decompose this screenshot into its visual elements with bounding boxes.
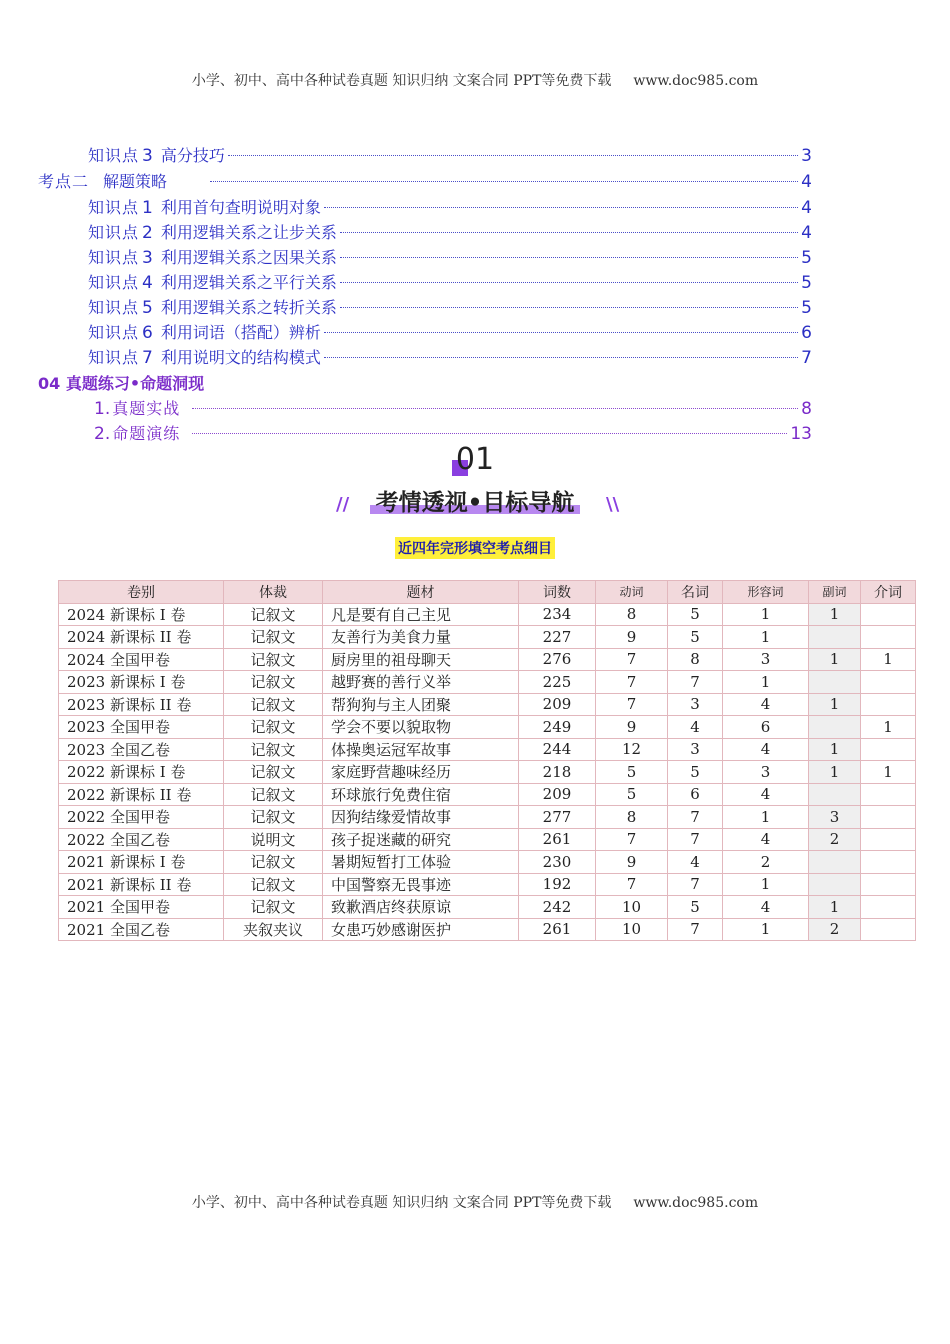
hero-number: 01 xyxy=(455,442,495,477)
table-cell: 2 xyxy=(723,851,809,874)
table-cell: 7 xyxy=(596,873,668,896)
toc-leader xyxy=(340,282,798,283)
column-header: 卷别 xyxy=(59,581,224,604)
table-row xyxy=(59,716,916,739)
toc-page: 4 xyxy=(801,223,812,243)
table-cell xyxy=(861,738,916,761)
toc-entry[interactable] xyxy=(88,220,812,244)
table-cell: 209 xyxy=(519,783,596,806)
table-cell: 249 xyxy=(519,716,596,739)
column-header: 动词 xyxy=(596,581,668,604)
toc-leader xyxy=(228,155,798,156)
table-cell xyxy=(861,693,916,716)
table-cell: 2023 新课标 II 卷 xyxy=(59,693,224,716)
practice-title: 真题实战 xyxy=(112,399,181,418)
table-cell: 7 xyxy=(668,873,723,896)
toc-number: 2 xyxy=(142,223,153,243)
table-cell: 7 xyxy=(668,918,723,941)
hero-title: 考情透视•目标导航 xyxy=(370,484,581,517)
table-cell: 记叙文 xyxy=(224,671,323,694)
toc-number: 7 xyxy=(142,348,153,368)
table-cell: 225 xyxy=(519,671,596,694)
table-cell: 记叙文 xyxy=(224,851,323,874)
toc-number: 3 xyxy=(142,146,153,166)
table-cell: 10 xyxy=(596,896,668,919)
table-cell: 记叙文 xyxy=(224,603,323,626)
table-cell: 2021 新课标 I 卷 xyxy=(59,851,224,874)
table-cell: 致歉酒店终获原谅 xyxy=(323,896,519,919)
column-header: 体裁 xyxy=(224,581,323,604)
header-banner xyxy=(0,70,950,90)
table-cell: 1 xyxy=(809,648,861,671)
table-cell xyxy=(809,671,861,694)
table-row xyxy=(59,806,916,829)
toc-entry[interactable] xyxy=(88,245,812,269)
table-cell: 1 xyxy=(861,761,916,784)
table-cell: 5 xyxy=(596,783,668,806)
toc-number: 4 xyxy=(142,273,153,293)
table-row xyxy=(59,873,916,896)
table-cell xyxy=(861,626,916,649)
table-cell: 234 xyxy=(519,603,596,626)
toc-title: 解题策略 xyxy=(103,172,168,191)
toc-entry[interactable] xyxy=(88,143,812,167)
toc-page: 5 xyxy=(801,273,812,293)
column-header: 题材 xyxy=(323,581,519,604)
table-cell: 9 xyxy=(596,851,668,874)
table-cell: 4 xyxy=(723,896,809,919)
practice-page: 13 xyxy=(790,424,812,444)
toc-page: 5 xyxy=(801,248,812,268)
table-cell: 3 xyxy=(668,738,723,761)
table-cell: 3 xyxy=(723,648,809,671)
table-cell: 1 xyxy=(809,603,861,626)
table-cell: 1 xyxy=(861,648,916,671)
banner-text: 小学、初中、高中各种试卷真题 知识归纳 文案合同 PPT等免费下载 xyxy=(191,1195,612,1211)
table-cell: 5 xyxy=(668,761,723,784)
table-cell: 记叙文 xyxy=(224,806,323,829)
table-cell: 3 xyxy=(668,693,723,716)
toc-leader xyxy=(324,207,798,208)
column-header: 介词 xyxy=(861,581,916,604)
toc-title: 利用词语（搭配）辨析 xyxy=(160,323,321,342)
table-cell: 2023 全国甲卷 xyxy=(59,716,224,739)
table-cell: 8 xyxy=(668,648,723,671)
table-row xyxy=(59,783,916,806)
toc-entry[interactable] xyxy=(88,320,812,344)
table-cell: 277 xyxy=(519,806,596,829)
toc-label: 知识点 xyxy=(88,348,140,367)
table-cell: 2024 全国甲卷 xyxy=(59,648,224,671)
table-cell: 2 xyxy=(809,828,861,851)
table-cell xyxy=(809,873,861,896)
table-cell: 209 xyxy=(519,693,596,716)
column-header: 副词 xyxy=(809,581,861,604)
table-cell: 1 xyxy=(723,671,809,694)
footer-banner xyxy=(0,1192,950,1212)
table-cell: 2 xyxy=(809,918,861,941)
table-cell: 说明文 xyxy=(224,828,323,851)
toc-entry[interactable] xyxy=(88,195,812,219)
toc-label: 考点二 xyxy=(38,172,90,191)
table-cell: 5 xyxy=(596,761,668,784)
table-cell xyxy=(861,783,916,806)
practice-leader xyxy=(192,408,798,409)
toc-number: 6 xyxy=(142,323,153,343)
toc-entry[interactable] xyxy=(38,169,812,193)
table-cell: 1 xyxy=(723,626,809,649)
table-cell: 1 xyxy=(723,603,809,626)
toc-page: 5 xyxy=(801,298,812,318)
toc-title: 利用首句查明说明对象 xyxy=(160,198,321,217)
column-header: 形容词 xyxy=(723,581,809,604)
table-cell: 2024 新课标 I 卷 xyxy=(59,603,224,626)
table-cell: 244 xyxy=(519,738,596,761)
table-cell: 环球旅行免费住宿 xyxy=(323,783,519,806)
column-header: 词数 xyxy=(519,581,596,604)
banner-site[interactable]: www.doc985.com xyxy=(633,1195,759,1211)
table-cell: 5 xyxy=(668,896,723,919)
table-cell: 7 xyxy=(668,828,723,851)
table-cell xyxy=(861,671,916,694)
table-cell: 4 xyxy=(668,851,723,874)
table-cell: 261 xyxy=(519,828,596,851)
toc-leader xyxy=(324,332,798,333)
table-cell: 记叙文 xyxy=(224,738,323,761)
table-cell: 记叙文 xyxy=(224,896,323,919)
toc-page: 6 xyxy=(801,323,812,343)
toc-label: 知识点 xyxy=(88,248,140,267)
table-cell: 1 xyxy=(809,896,861,919)
table-cell: 2021 全国甲卷 xyxy=(59,896,224,919)
table-cell: 记叙文 xyxy=(224,783,323,806)
table-row xyxy=(59,626,916,649)
table-cell: 4 xyxy=(723,783,809,806)
hero-slash-right: \\ xyxy=(606,494,620,515)
toc-entry[interactable] xyxy=(88,345,812,369)
table-cell: 友善行为美食力量 xyxy=(323,626,519,649)
table-cell: 记叙文 xyxy=(224,693,323,716)
table-cell: 记叙文 xyxy=(224,761,323,784)
toc-page: 7 xyxy=(801,348,812,368)
table-cell: 2022 新课标 I 卷 xyxy=(59,761,224,784)
table-cell: 暑期短暂打工体验 xyxy=(323,851,519,874)
table-cell: 4 xyxy=(668,716,723,739)
table-cell: 1 xyxy=(809,693,861,716)
table-cell: 10 xyxy=(596,918,668,941)
column-header: 名词 xyxy=(668,581,723,604)
table-cell: 7 xyxy=(596,648,668,671)
table-cell: 5 xyxy=(668,626,723,649)
table-cell: 学会不要以貌取物 xyxy=(323,716,519,739)
toc-leader xyxy=(340,257,798,258)
table-cell: 记叙文 xyxy=(224,626,323,649)
table-row xyxy=(59,851,916,874)
toc-title: 高分技巧 xyxy=(160,146,225,165)
table-cell: 9 xyxy=(596,626,668,649)
section-4-heading: 04 真题练习•命题洞现 xyxy=(38,374,205,393)
exam-points-table xyxy=(58,580,916,941)
table-cell xyxy=(861,851,916,874)
toc-label: 知识点 xyxy=(88,273,140,292)
table-cell: 1 xyxy=(809,761,861,784)
toc-leader xyxy=(340,307,798,308)
table-cell: 8 xyxy=(596,603,668,626)
table-cell: 261 xyxy=(519,918,596,941)
table-cell: 越野赛的善行义举 xyxy=(323,671,519,694)
table-row xyxy=(59,738,916,761)
toc-number: 3 xyxy=(142,248,153,268)
table-cell: 家庭野营趣味经历 xyxy=(323,761,519,784)
toc-number: 1 xyxy=(142,198,153,218)
toc-label: 知识点 xyxy=(88,298,140,317)
table-cell: 记叙文 xyxy=(224,716,323,739)
table-cell: 242 xyxy=(519,896,596,919)
hero-slash-left: // xyxy=(336,494,350,515)
banner-text: 小学、初中、高中各种试卷真题 知识归纳 文案合同 PPT等免费下载 xyxy=(191,73,612,89)
table-row xyxy=(59,603,916,626)
table-cell: 1 xyxy=(723,806,809,829)
table-cell: 8 xyxy=(596,806,668,829)
table-cell: 7 xyxy=(596,828,668,851)
toc-entry[interactable] xyxy=(88,270,812,294)
toc-leader xyxy=(210,181,798,182)
table-cell: 1 xyxy=(723,918,809,941)
table-cell: 4 xyxy=(723,738,809,761)
table-cell: 体操奥运冠军故事 xyxy=(323,738,519,761)
toc-title: 利用逻辑关系之因果关系 xyxy=(160,248,337,267)
table-cell: 227 xyxy=(519,626,596,649)
table-cell: 厨房里的祖母聊天 xyxy=(323,648,519,671)
toc-page: 4 xyxy=(801,198,812,218)
table-cell xyxy=(809,626,861,649)
toc-label: 知识点 xyxy=(88,223,140,242)
toc-title: 利用逻辑关系之平行关系 xyxy=(160,273,337,292)
table-cell: 9 xyxy=(596,716,668,739)
table-cell: 218 xyxy=(519,761,596,784)
table-cell: 女患巧妙感谢医护 xyxy=(323,918,519,941)
toc-number: 5 xyxy=(142,298,153,318)
table-cell xyxy=(861,873,916,896)
toc-label: 知识点 xyxy=(88,198,140,217)
practice-title: 命题演练 xyxy=(112,424,181,443)
banner-site[interactable]: www.doc985.com xyxy=(633,73,759,89)
table-row xyxy=(59,671,916,694)
table-row xyxy=(59,761,916,784)
table-cell: 4 xyxy=(723,828,809,851)
table-cell: 记叙文 xyxy=(224,648,323,671)
table-row xyxy=(59,693,916,716)
toc-entry[interactable] xyxy=(88,295,812,319)
table-cell xyxy=(809,716,861,739)
toc-page: 3 xyxy=(801,146,812,166)
table-cell: 夹叙夹议 xyxy=(224,918,323,941)
table-row xyxy=(59,828,916,851)
practice-page: 8 xyxy=(801,399,812,419)
table-cell: 2023 全国乙卷 xyxy=(59,738,224,761)
table-cell: 因狗结缘爱情故事 xyxy=(323,806,519,829)
table-cell: 2024 新课标 II 卷 xyxy=(59,626,224,649)
table-row xyxy=(59,648,916,671)
table-cell: 230 xyxy=(519,851,596,874)
table-cell: 3 xyxy=(723,761,809,784)
table-cell: 6 xyxy=(668,783,723,806)
table-cell: 2021 全国乙卷 xyxy=(59,918,224,941)
table-cell xyxy=(809,783,861,806)
table-cell: 4 xyxy=(723,693,809,716)
table-cell: 2021 新课标 II 卷 xyxy=(59,873,224,896)
table-row xyxy=(59,918,916,941)
table-cell: 7 xyxy=(668,671,723,694)
toc-title: 利用说明文的结构模式 xyxy=(160,348,321,367)
table-row xyxy=(59,896,916,919)
table-cell: 2022 新课标 II 卷 xyxy=(59,783,224,806)
table-cell: 6 xyxy=(723,716,809,739)
toc-title: 利用逻辑关系之转折关系 xyxy=(160,298,337,317)
toc-label: 知识点 xyxy=(88,323,140,342)
table-cell: 2022 全国乙卷 xyxy=(59,828,224,851)
table-cell: 12 xyxy=(596,738,668,761)
table-cell: 2022 全国甲卷 xyxy=(59,806,224,829)
table-cell: 帮狗狗与主人团聚 xyxy=(323,693,519,716)
table-cell xyxy=(861,896,916,919)
table-cell: 276 xyxy=(519,648,596,671)
table-cell: 3 xyxy=(809,806,861,829)
table-cell: 7 xyxy=(596,671,668,694)
table-cell: 7 xyxy=(596,693,668,716)
toc-leader xyxy=(324,357,798,358)
table-cell: 2023 新课标 I 卷 xyxy=(59,671,224,694)
table-cell: 192 xyxy=(519,873,596,896)
practice-entry[interactable] xyxy=(94,396,812,420)
toc-page: 4 xyxy=(801,172,812,192)
practice-number: 2. xyxy=(94,424,111,444)
table-cell: 7 xyxy=(668,806,723,829)
toc-title: 利用逻辑关系之让步关系 xyxy=(160,223,337,242)
table-cell xyxy=(861,828,916,851)
table-cell: 凡是要有自己主见 xyxy=(323,603,519,626)
table-cell xyxy=(861,918,916,941)
table-cell xyxy=(861,806,916,829)
practice-leader xyxy=(192,433,787,434)
table-cell: 1 xyxy=(809,738,861,761)
table-subtitle: 近四年完形填空考点细目 xyxy=(395,537,555,559)
table-cell: 1 xyxy=(723,873,809,896)
table-cell: 1 xyxy=(861,716,916,739)
table-cell xyxy=(861,603,916,626)
toc-label: 知识点 xyxy=(88,146,140,165)
table-cell: 孩子捉迷藏的研究 xyxy=(323,828,519,851)
toc-leader xyxy=(340,232,798,233)
practice-number: 1. xyxy=(94,399,111,419)
table-cell: 5 xyxy=(668,603,723,626)
table-cell xyxy=(809,851,861,874)
table-cell: 中国警察无畏事迹 xyxy=(323,873,519,896)
table-cell: 记叙文 xyxy=(224,873,323,896)
